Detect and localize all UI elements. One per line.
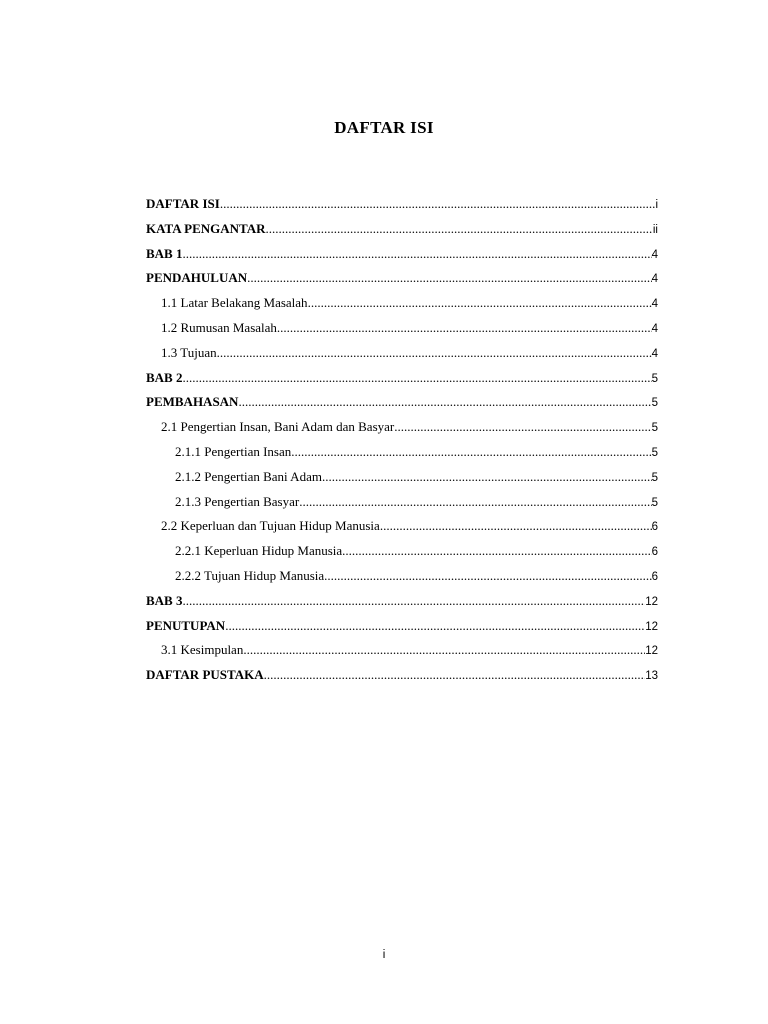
toc-entry-label: KATA PENGANTAR [146,220,266,236]
toc-entry-label: BAB 3 [146,592,183,608]
toc-entry-page: 12 [645,595,658,608]
page-title: DAFTAR ISI [334,118,434,137]
page-number: i [382,949,386,961]
toc-entry-page: 5 [651,446,658,459]
toc-entry [146,295,658,320]
toc-dot-leader [324,568,651,584]
toc-dot-leader [342,543,651,559]
toc-entry [146,419,658,444]
toc-entry-label: DAFTAR ISI [146,196,220,211]
toc-dot-leader [277,320,652,336]
toc-entry-page: 4 [651,248,658,261]
toc-entry-page: ii [652,223,658,236]
toc-entry-label: 1.3 Tujuan [161,344,217,360]
toc-entry [146,667,658,692]
toc-entry-label: 2.1.2 Pengertian Bani Adam [175,468,322,484]
toc-entry-page: 5 [651,471,658,484]
toc-entry [146,196,658,221]
table-of-contents [146,196,658,692]
toc-entry [146,394,658,419]
toc-entry-label: 2.2.2 Tujuan Hidup Manusia [175,567,325,583]
toc-entry-label: 2.1.1 Pengertian Insan [175,443,292,459]
toc-entry-page: 5 [651,422,658,435]
toc-dot-leader [182,246,651,262]
toc-entry-page: 5 [651,372,658,385]
toc-entry [146,345,658,370]
toc-entry-label: 2.1.3 Pengertian Basyar [175,493,300,509]
toc-entry [146,568,658,593]
toc-entry [146,618,658,643]
toc-dot-leader [225,618,645,634]
toc-dot-leader [243,642,645,658]
toc-dot-leader [220,196,656,212]
toc-entry-page: 4 [651,322,658,335]
toc-entry-label: 1.2 Rumusan Masalah [161,319,277,335]
toc-dot-leader [394,419,651,435]
toc-entry-label: 2.2 Keperluan dan Tujuan Hidup Manusia [161,518,380,534]
toc-entry-page: 6 [651,570,658,583]
toc-entry [146,270,658,295]
toc-dot-leader [217,345,652,361]
toc-entry-label: DAFTAR PUSTAKA [146,667,264,683]
toc-dot-leader [264,667,646,683]
toc-entry-page: 4 [651,298,658,311]
toc-entry-page: 5 [651,496,658,509]
toc-entry-label: BAB 1 [146,245,183,261]
toc-entry-page: i [655,199,658,211]
toc-entry-label: BAB 2 [146,369,183,385]
toc-entry [146,469,658,494]
toc-entry [146,518,658,543]
toc-entry [146,246,658,271]
toc-entry [146,494,658,519]
toc-entry-page: 4 [651,273,658,286]
toc-entry-page: 4 [651,347,658,360]
toc-entry-label: 2.1 Pengertian Insan, Bani Adam dan Basyar [161,419,395,435]
toc-entry-label: 3.1 Kesimpulan [161,642,244,658]
toc-entry-page: 12 [645,645,658,658]
toc-entry-label: 2.2.1 Keperluan Hidup Manusia [175,543,343,559]
toc-entry-label: PENDAHULUAN [146,270,248,286]
toc-dot-leader [322,469,652,485]
toc-dot-leader [238,394,651,410]
toc-dot-leader [308,295,652,311]
toc-entry-page: 6 [651,521,658,534]
toc-entry-label: 1.1 Latar Belakang Masalah [161,295,308,311]
toc-dot-leader [247,270,651,286]
toc-dot-leader [291,444,651,460]
toc-dot-leader [380,518,652,534]
toc-dot-leader [266,221,653,237]
toc-entry [146,370,658,395]
toc-entry [146,320,658,345]
toc-entry-page: 12 [645,620,658,633]
toc-entry-label: PEMBAHASAN [146,394,239,410]
toc-entry [146,593,658,618]
toc-dot-leader [299,494,651,510]
toc-entry [146,543,658,568]
toc-entry-label: PENUTUPAN [146,617,226,633]
toc-dot-leader [182,593,645,609]
toc-entry-page: 6 [651,546,658,559]
toc-entry-page: 13 [645,670,658,683]
toc-entry-page: 5 [651,397,658,410]
toc-entry [146,221,658,246]
toc-entry [146,642,658,667]
toc-entry [146,444,658,469]
toc-dot-leader [182,370,651,386]
